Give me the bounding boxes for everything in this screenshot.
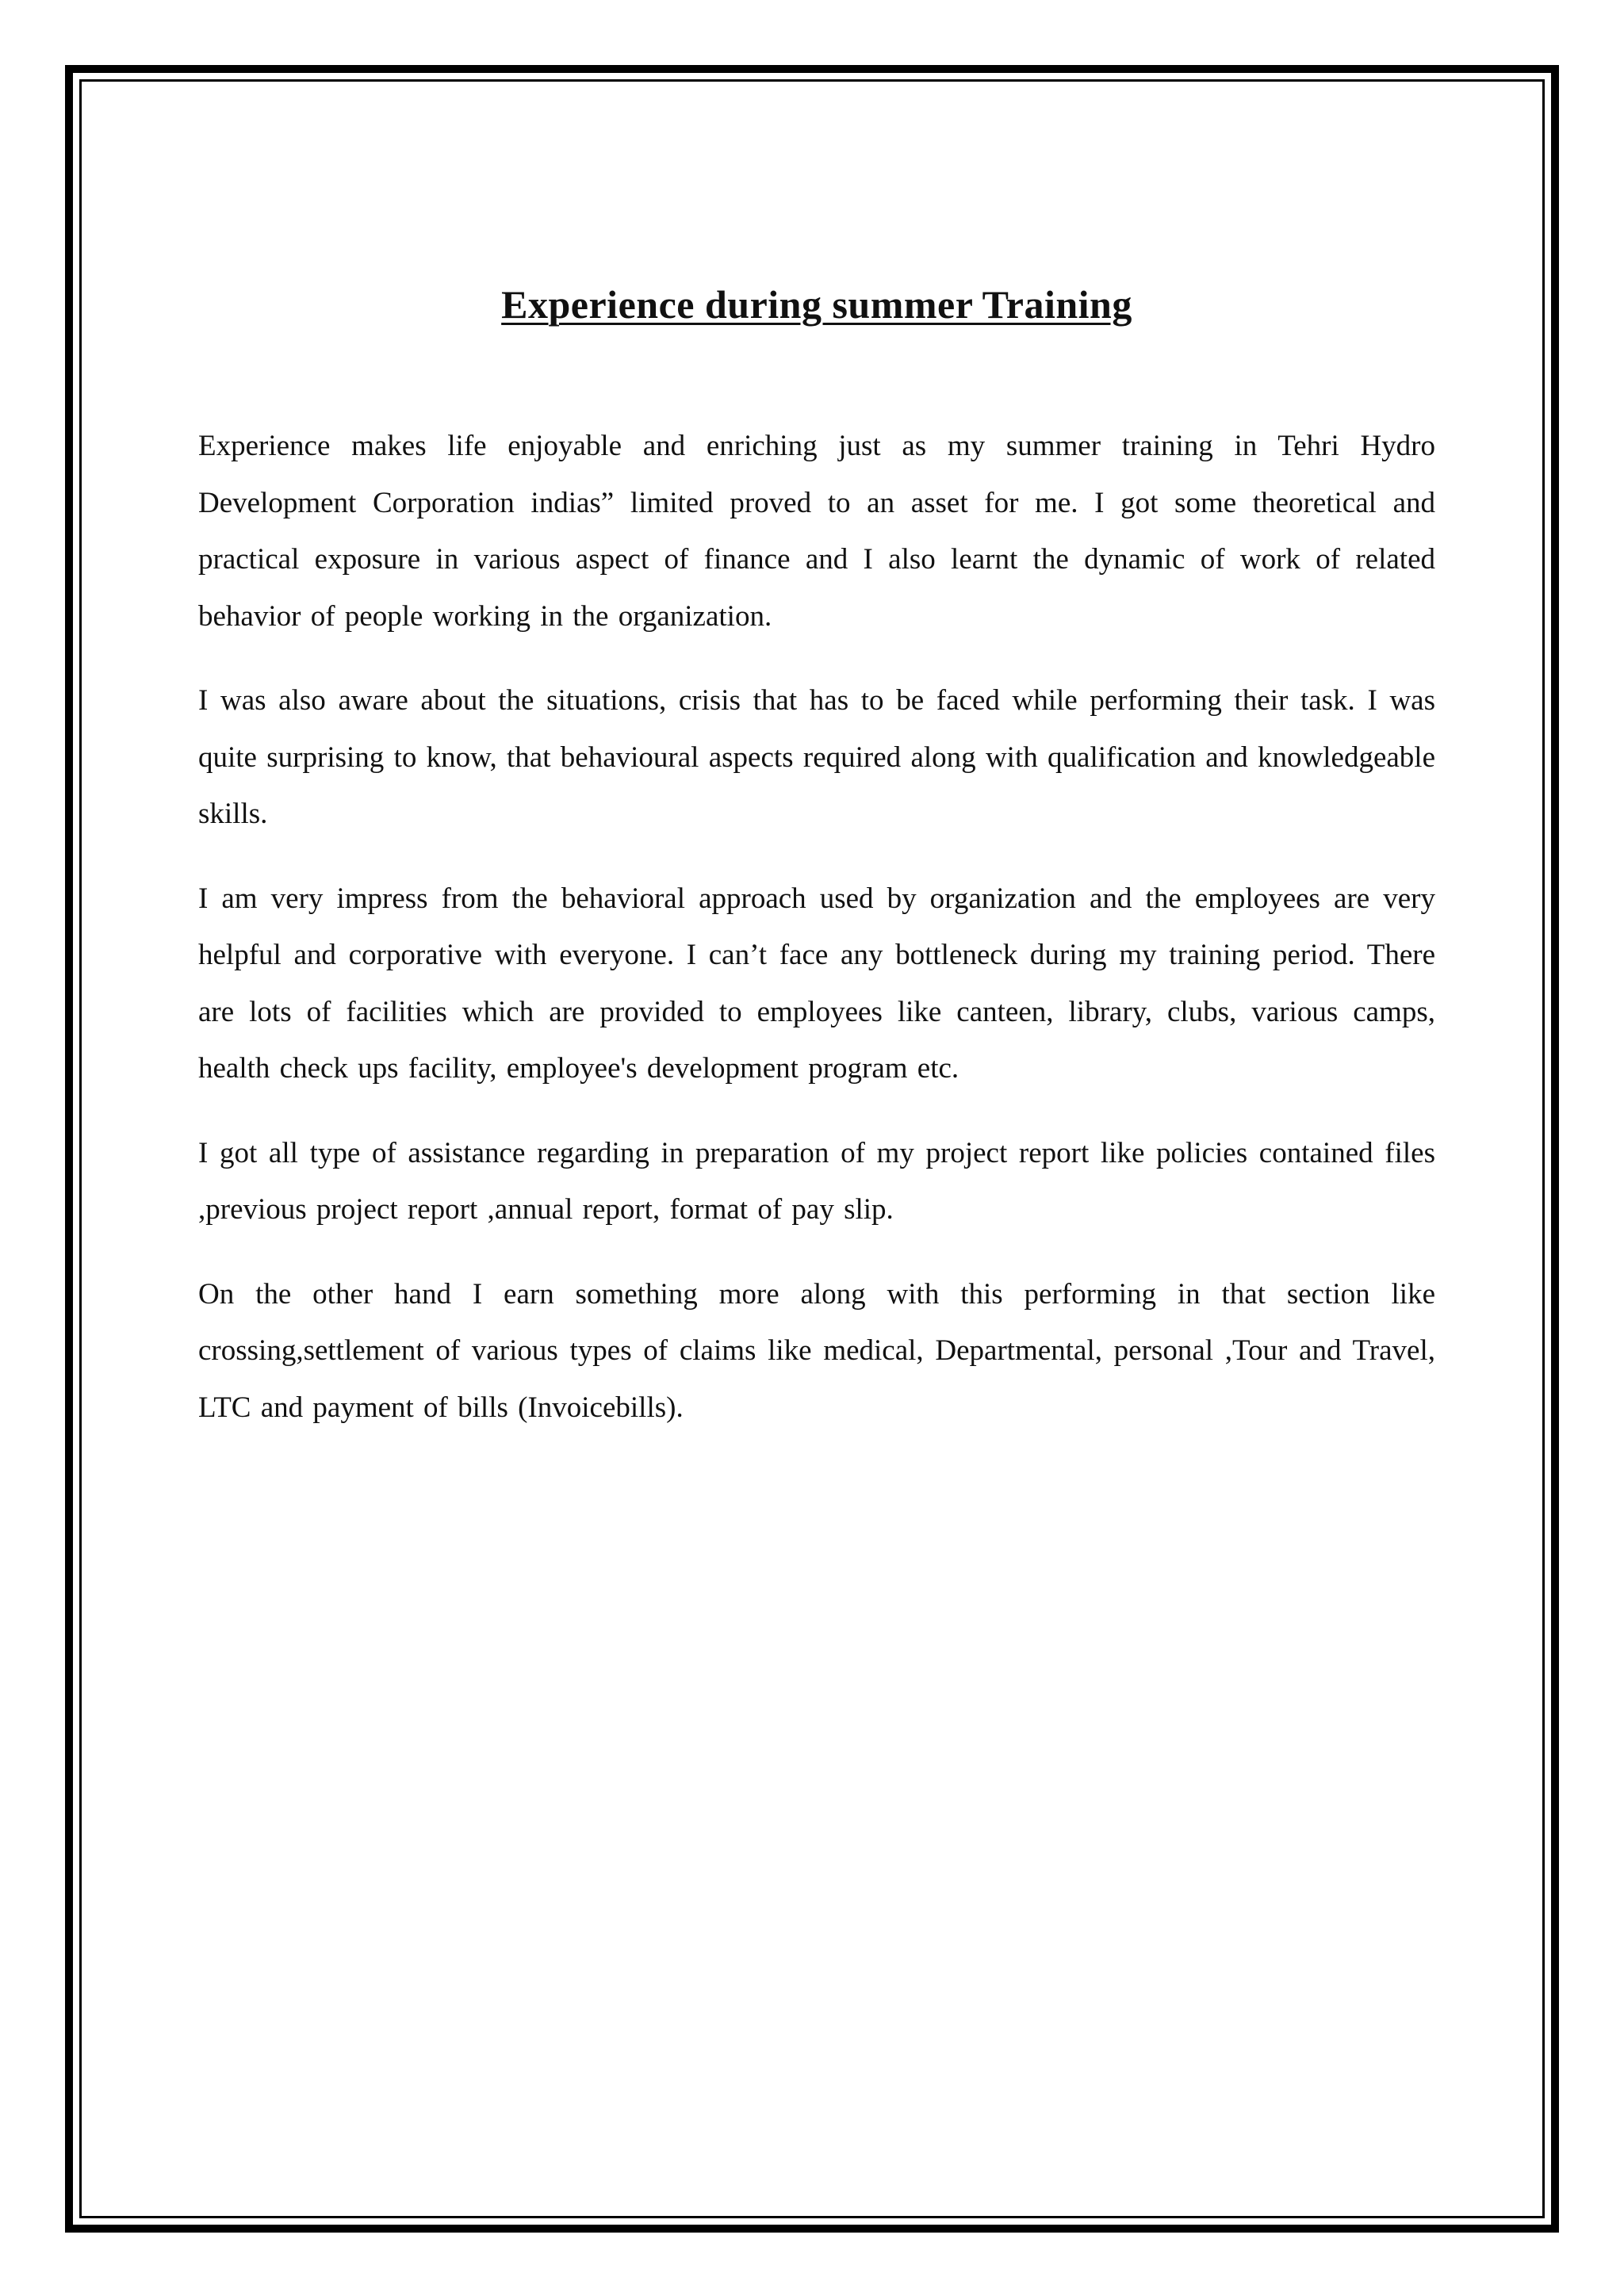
paragraph-awareness: I was also aware about the situations, crisis that has to be faced while performing their task. I was quite surprising to know, that behavioural aspects required along with qualification and knowledgeable skills. bbox=[198, 684, 1435, 830]
paragraph-assistance: I got all type of assistance regarding in preparation of my project report like policies contained files ,previous project report ,annual report, format of pay slip. bbox=[198, 1136, 1435, 1226]
paragraph-experience: Experience makes life enjoyable and enriching just as my summer training in Tehri Hydro Development Corporation indias” limited proved to an asset for me. I got some theoretical and practical exposure in various aspect of finance and I also learnt the dynamic of work of related behavior of people working in the organization. bbox=[198, 430, 1435, 633]
paragraph-other-learning: On the other hand I earn something more along with this performing in that section like crossing,settlement of various types of claims like medical, Departmental, personal ,Tour and Travel, LTC and payment of bills (Invoicebills). bbox=[198, 1277, 1435, 1424]
paragraph-behavioral-approach: I am very impress from the behavioral approach used by organization and the employees are very helpful and corporative with everyone. I can’t face any bottleneck during my training period. There are lots of facilities which are provided to employees like canteen, library, clubs, various camps, health check ups facility, employee's development program etc. bbox=[198, 882, 1435, 1085]
document-title: Experience during summer Training bbox=[501, 282, 1132, 327]
document-body bbox=[198, 281, 1435, 1464]
